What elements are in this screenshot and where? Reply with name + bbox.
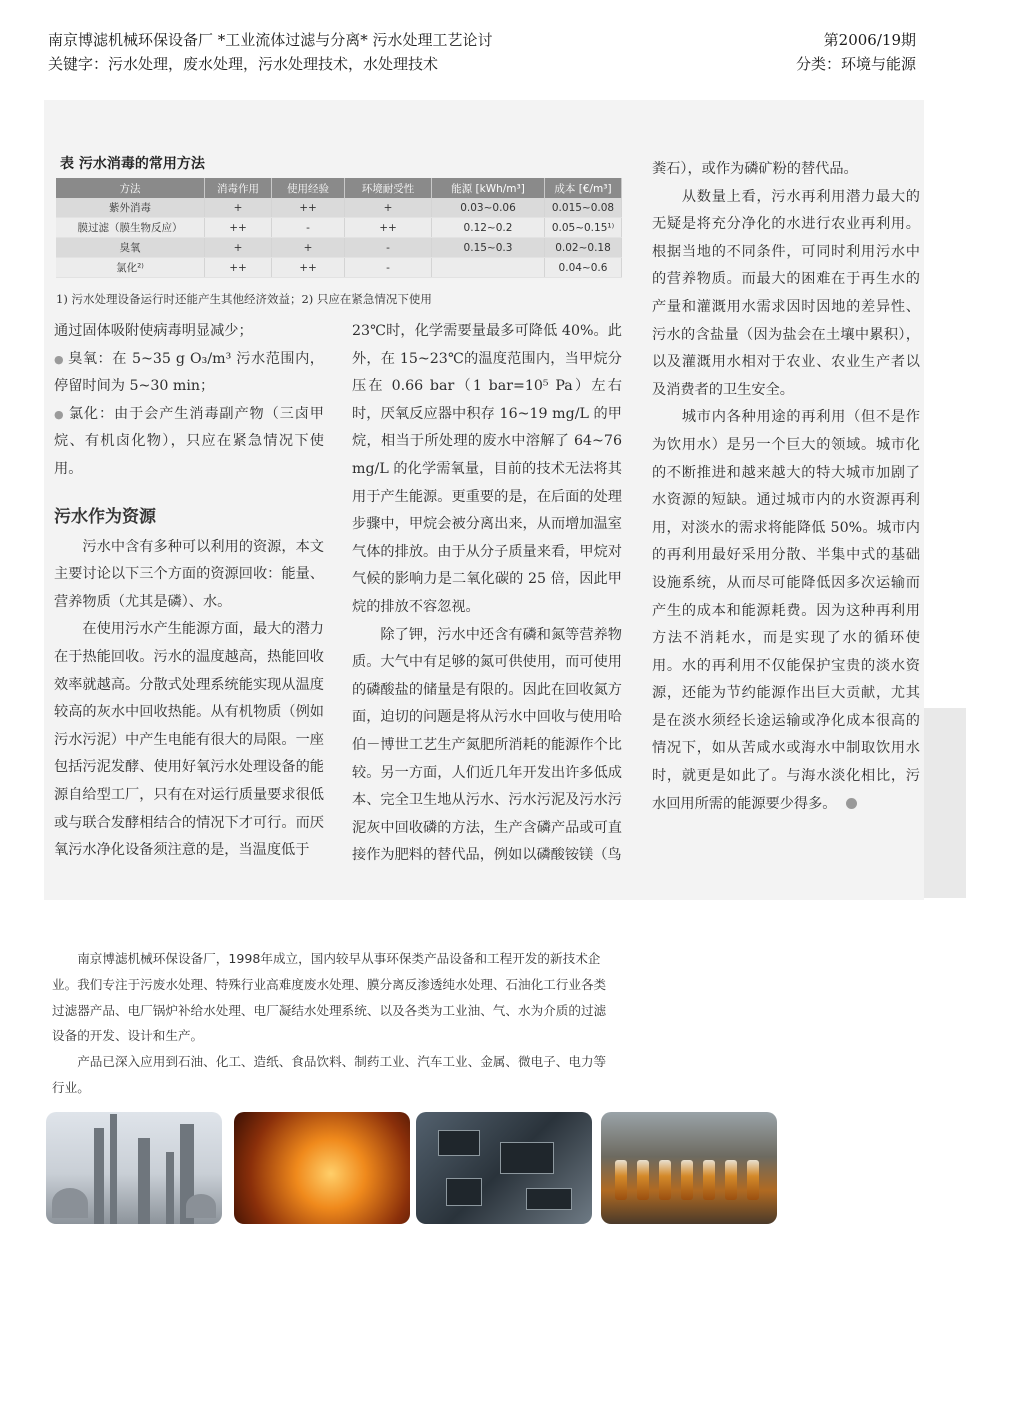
header-category: 分类：环境与能源	[795, 55, 916, 73]
bullet-chlorination	[54, 401, 324, 484]
header-title-line: 南京博滤机械环保设备厂 *工业流体过滤与分离* 污水处理工艺论讨	[48, 31, 493, 49]
header-keywords-line: 关键字：污水处理，废水处理，污水处理技术，水处理技术	[48, 55, 439, 73]
circuit-board-photo	[416, 1112, 592, 1224]
table-row	[56, 238, 622, 258]
bullet-text: 氯化：由于会产生消毒副产物（三卤甲烷、有机卤化物），只应在紧急情况下使用。	[54, 405, 324, 477]
paragraph: 粪石），或作为磷矿粉的替代品。	[652, 161, 858, 177]
table-header-cell: 成本 [€/m³]	[545, 178, 622, 198]
table-title: 表 污水消毒的常用方法	[60, 156, 205, 172]
table-header-row	[56, 178, 622, 198]
table-cell: ++	[272, 198, 345, 218]
table-cell: +	[205, 238, 272, 258]
disinfection-methods-table	[56, 178, 622, 278]
table-cell: -	[345, 238, 432, 258]
page-header-left	[48, 28, 493, 76]
company-introduction	[52, 946, 612, 1101]
table-cell: ++	[205, 258, 272, 278]
bullet-ozone	[54, 346, 324, 401]
page-header-right	[796, 28, 916, 76]
table-cell: 0.015~0.08	[545, 198, 622, 218]
table-header-cell: 能源 [kWh/m³]	[432, 178, 545, 198]
molten-metal-photo	[234, 1112, 410, 1224]
table-cell: 0.02~0.18	[545, 238, 622, 258]
table-cell: ++	[205, 218, 272, 238]
paragraph: 南京博滤机械环保设备厂，1998年成立，国内较早从事环保类产品设备和工程开发的新技术企业。我们专注于污废水处理、特殊行业高难度废水处理、膜分离反渗透纯水处理、石油化工行业各类过滤器产品、电厂锅炉补给水处理、电厂凝结水处理系统、以及各类为工业油、气、水为介质的过滤设备的开发、设计和生产。	[52, 951, 607, 1044]
table-cell: ++	[345, 218, 432, 238]
article-column-1	[54, 318, 324, 865]
table-footnote: 1) 污水处理设备运行时还能产生其他经济效益；2) 只应在紧急情况下使用	[56, 292, 432, 306]
end-of-article-icon	[846, 798, 857, 809]
paragraph	[652, 404, 920, 818]
bullet-text: 臭氧：在 5~35 g O₃/m³ 污水范围内，停留时间为 5~30 min；	[54, 350, 324, 395]
paragraph: 23℃时，化学需要量最多可降低 40%。此外，在 15~23℃的温度范围内，当甲烷分压在 0.66 bar（1 bar=10⁵ Pa）左右时，厌氧反应器中积存 16~19 mg/L 的甲烷，相当于所处理的废水中溶解了 64~76 mg/L 的化学需氧量，目前的技术无法将其用于产生能源。更重要的是，在后面的处理步骤中，甲烷会被分离出来，从而增加温室气体的排放。由于从分子质量来看，甲烷对气候的影响力是二氧化碳的 25 倍，因此甲烷的排放不容忽视。	[352, 323, 622, 615]
section-heading: 污水作为资源	[54, 506, 156, 527]
table-cell: -	[272, 218, 345, 238]
margin-strip	[924, 708, 966, 898]
table-header-cell: 方法	[56, 178, 205, 198]
table-cell: 0.03~0.06	[432, 198, 545, 218]
table-row	[56, 198, 622, 218]
table-header-cell: 消毒作用	[205, 178, 272, 198]
table-cell: ++	[272, 258, 345, 278]
paragraph: 产品已深入应用到石油、化工、造纸、食品饮料、制药工业、汽车工业、金属、微电子、电力等行业。	[52, 1054, 607, 1095]
bottling-line-photo	[601, 1112, 777, 1224]
refinery-photo	[46, 1112, 222, 1224]
header-issue-number: 第2006/19期	[823, 31, 916, 49]
paragraph: 通过固体吸附使病毒明显减少；	[54, 323, 253, 339]
table-cell: 氯化²⁾	[56, 258, 205, 278]
paragraph: 污水中含有多种可以利用的资源，本文主要讨论以下三个方面的资源回收：能量、营养物质（尤其是磷）、水。	[54, 538, 324, 610]
table-cell: 0.04~0.6	[545, 258, 622, 278]
paragraph-text: 城市内各种用途的再利用（但不是作为饮用水）是另一个巨大的领域。城市化的不断推进和越来越大的特大城市加剧了水资源的短缺。通过城市内的水资源再利用，对淡水的需求将能降低 50%。城市内的再利用最好采用分散、半集中式的基础设施系统，从而尽可能降低因多次运输而产生的成本和能源耗费。因为这种再利用方法不消耗水，而是实现了水的循环使用。水的再利用不仅能保护宝贵的淡水资源，还能为节约能源作出巨大贡献，尤其是在淡水须经长途运输或净化成本很高的情况下，如从苦咸水或海水中制取饮用水时，就更是如此了。与海水淡化相比，污水回用所需的能源要少得多。	[652, 409, 920, 812]
table-cell: 紫外消毒	[56, 198, 205, 218]
table-row	[56, 218, 622, 238]
paragraph: 从数量上看，污水再利用潜力最大的无疑是将充分净化的水进行农业再利用。根据当地的不同条件，可同时利用污水中的营养物质。而最大的困难在于再生水的产量和灌溉用水需求因时因地的差异性、污水的含盐量（因为盐会在土壤中累积），以及灌溉用水相对于农业、农业生产者以及消费者的卫生安全。	[652, 188, 920, 398]
table-row	[56, 258, 622, 278]
table-cell: +	[205, 198, 272, 218]
table-cell	[432, 258, 545, 278]
table-header-cell: 使用经验	[272, 178, 345, 198]
table-cell: 膜过滤（膜生物反应）	[56, 218, 205, 238]
table-cell: +	[272, 238, 345, 258]
table-cell: 臭氧	[56, 238, 205, 258]
table-cell: -	[345, 258, 432, 278]
paragraph: 在使用污水产生能源方面，最大的潜力在于热能回收。污水的温度越高，热能回收效率就越高。分散式处理系统能实现从温度较高的灰水中回收热能。从有机物质（例如污水污泥）中产生电能有很大的局限。一座包括污泥发酵、使用好氧污水处理设备的能源自给型工厂，只有在对运行质量要求很低或与联合发酵相结合的情况下才可行。而厌氧污水净化设备须注意的是，当温度低于	[54, 621, 324, 859]
article-column-2	[352, 318, 622, 870]
table-cell: 0.05~0.15¹⁾	[545, 218, 622, 238]
paragraph: 除了钾，污水中还含有磷和氮等营养物质。大气中有足够的氮可供使用，而可使用的磷酸盐的储量是有限的。因此在回收氮方面，迫切的问题是将从污水中回收与使用哈伯－博世工艺生产氮肥所消耗的能源作个比较。另一方面，人们近几年开发出许多低成本、完全卫生地从污水、污水污泥及污水污泥灰中回收磷的方法，生产含磷产品或可直接作为肥料的替代品，例如以磷酸铵镁（鸟	[352, 626, 622, 864]
table-header-cell: 环境耐受性	[345, 178, 432, 198]
table-cell: +	[345, 198, 432, 218]
table-cell: 0.12~0.2	[432, 218, 545, 238]
table-cell: 0.15~0.3	[432, 238, 545, 258]
article-column-3	[652, 156, 920, 818]
